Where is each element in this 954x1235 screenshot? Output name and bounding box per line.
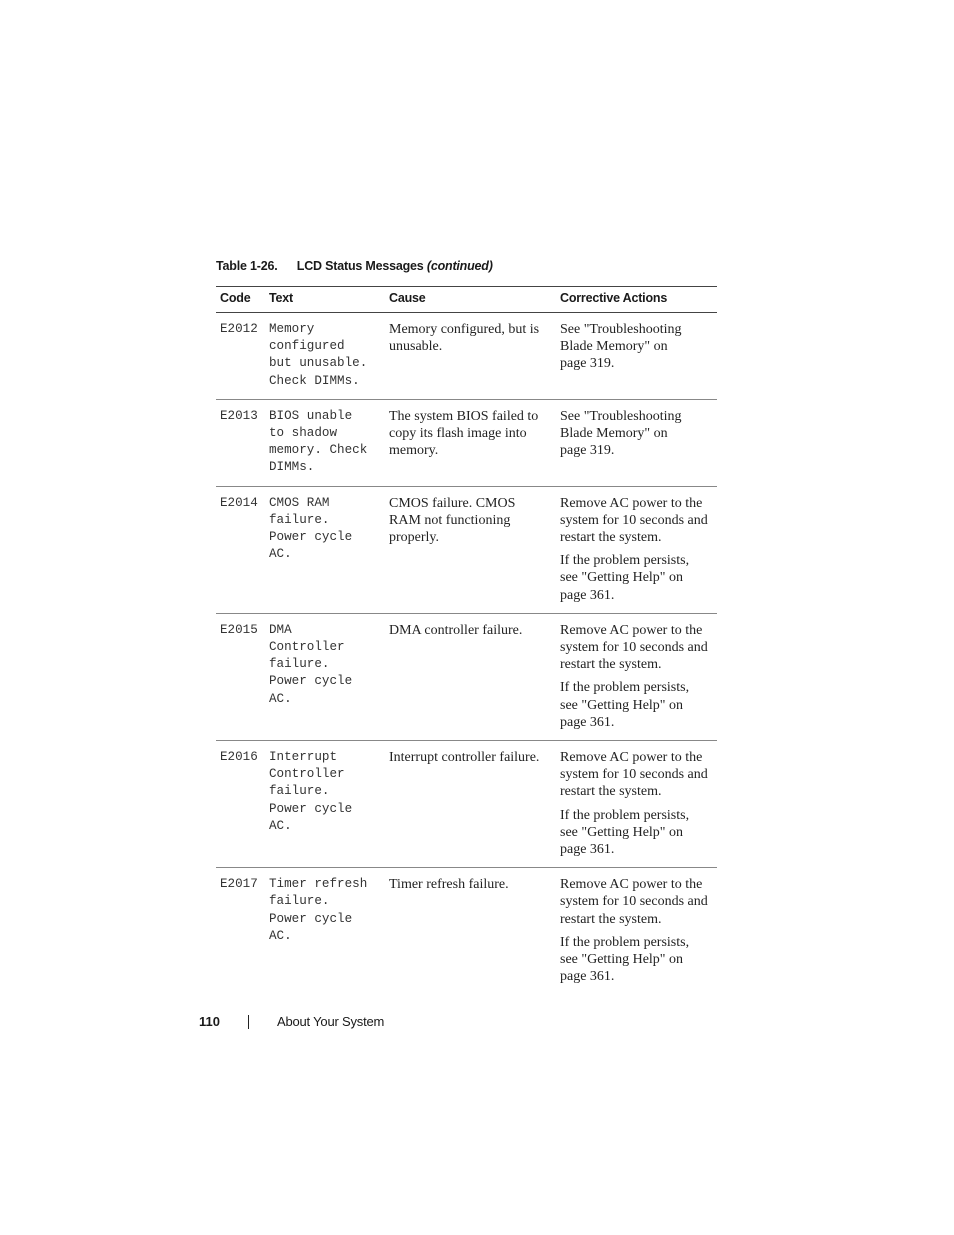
- cell-code: E2015: [220, 622, 258, 637]
- action-line: see "Getting Help" on: [560, 824, 684, 840]
- action-line: See "Troubleshooting: [560, 322, 682, 337]
- text-line: DIMMs.: [269, 460, 315, 475]
- action-line: system for 10 seconds and: [560, 894, 708, 910]
- text-line: Power cycle: [269, 911, 353, 926]
- action-paragraph: [560, 321, 713, 373]
- text-line: AC.: [269, 928, 292, 943]
- action-paragraph: [560, 408, 713, 460]
- cell-cause: [389, 868, 557, 994]
- page-number: 110: [199, 1014, 220, 1029]
- action-line: Remove AC power to the: [560, 750, 703, 766]
- action-line: page 319.: [560, 443, 615, 459]
- header-cause: Cause: [389, 291, 426, 305]
- text-line: but unusable.: [269, 356, 368, 371]
- action-line: see "Getting Help" on: [560, 697, 684, 713]
- text-line: Timer refresh: [269, 877, 368, 892]
- header-corrective-actions: Corrective Actions: [560, 291, 668, 305]
- action-paragraph: [560, 749, 713, 801]
- action-line: see "Getting Help" on: [560, 952, 684, 968]
- cell-cause: [389, 313, 557, 399]
- cell-code: E2013: [220, 408, 258, 423]
- action-line: If the problem persists,: [560, 934, 690, 950]
- action-line: If the problem persists,: [560, 680, 690, 696]
- text-line: failure.: [269, 784, 330, 799]
- footer-separator: [248, 1015, 249, 1029]
- table-row: [216, 741, 717, 868]
- action-line: system for 10 seconds and: [560, 512, 708, 528]
- action-line: Blade Memory" on: [560, 339, 668, 355]
- cause-line: Memory configured, but is: [389, 322, 540, 337]
- cause-line: The system BIOS failed to: [389, 408, 539, 424]
- text-line: failure.: [269, 894, 330, 909]
- cell-code: E2016: [220, 750, 258, 765]
- table-caption: [216, 259, 493, 273]
- action-paragraph: [560, 495, 713, 547]
- table-title: LCD Status Messages: [296, 259, 424, 273]
- cell-corrective-actions: [557, 400, 717, 486]
- table-row: [216, 614, 717, 741]
- cause-line: CMOS failure. CMOS: [389, 495, 516, 511]
- action-line: system for 10 seconds and: [560, 767, 708, 783]
- table-continued-label: (continued): [426, 259, 493, 273]
- action-paragraph: [560, 876, 713, 928]
- cell-text: [269, 868, 389, 994]
- table-header-row: [216, 287, 717, 313]
- text-line: failure.: [269, 657, 330, 672]
- action-line: Remove AC power to the: [560, 877, 703, 893]
- cell-text: [269, 614, 389, 740]
- header-code: Code: [220, 291, 251, 305]
- cell-cause: [389, 400, 557, 486]
- action-line: page 361.: [560, 714, 615, 730]
- text-line: memory. Check: [269, 443, 368, 458]
- action-line: system for 10 seconds and: [560, 640, 708, 656]
- action-line: Remove AC power to the: [560, 622, 703, 638]
- cell-cause: [389, 614, 557, 740]
- action-line: Blade Memory" on: [560, 426, 668, 442]
- table-body: [216, 313, 717, 995]
- cause-line: memory.: [389, 443, 439, 459]
- action-line: see "Getting Help" on: [560, 570, 684, 586]
- text-line: Interrupt: [269, 750, 338, 765]
- table-row: [216, 868, 717, 994]
- cause-line: Interrupt controller failure.: [389, 750, 540, 766]
- text-line: Check DIMMs.: [269, 373, 360, 388]
- action-line: page 319.: [560, 356, 615, 372]
- cell-text: [269, 313, 389, 399]
- action-line: restart the system.: [560, 657, 662, 673]
- table-row: [216, 487, 717, 614]
- action-line: page 361.: [560, 969, 615, 985]
- footer-section-title: About Your System: [277, 1014, 385, 1029]
- cause-line: DMA controller failure.: [389, 622, 523, 638]
- text-line: Power cycle: [269, 801, 353, 816]
- text-line: DMA: [269, 622, 292, 637]
- text-line: to shadow: [269, 426, 338, 441]
- cell-corrective-actions: [557, 868, 717, 994]
- cause-line: Timer refresh failure.: [389, 877, 509, 893]
- text-line: Controller: [269, 640, 345, 655]
- cell-cause: [389, 741, 557, 867]
- cell-corrective-actions: [557, 741, 717, 867]
- action-line: restart the system.: [560, 911, 662, 927]
- action-line: Remove AC power to the: [560, 495, 703, 511]
- text-line: AC.: [269, 691, 292, 706]
- action-line: page 361.: [560, 587, 615, 603]
- text-line: Controller: [269, 767, 345, 782]
- action-line: page 361.: [560, 842, 615, 858]
- text-line: Power cycle: [269, 530, 353, 545]
- cell-code: E2014: [220, 495, 258, 510]
- action-line: See "Troubleshooting: [560, 408, 682, 424]
- action-line: restart the system.: [560, 784, 662, 800]
- text-line: failure.: [269, 512, 330, 527]
- cell-cause: [389, 487, 557, 613]
- cell-text: [269, 741, 389, 867]
- action-line: restart the system.: [560, 530, 662, 546]
- action-paragraph: [560, 552, 713, 604]
- cell-text: [269, 400, 389, 486]
- table-number: Table 1-26.: [216, 259, 278, 273]
- text-line: AC.: [269, 547, 292, 562]
- text-line: configured: [269, 339, 345, 354]
- cause-line: RAM not functioning: [389, 512, 511, 528]
- cell-code: E2017: [220, 877, 258, 892]
- table-row: [216, 400, 717, 487]
- text-line: Memory: [269, 322, 315, 336]
- cell-corrective-actions: [557, 487, 717, 613]
- action-line: If the problem persists,: [560, 553, 690, 569]
- action-paragraph: [560, 934, 713, 986]
- text-line: BIOS unable: [269, 408, 353, 423]
- text-line: Power cycle: [269, 674, 353, 689]
- cell-corrective-actions: [557, 614, 717, 740]
- cell-corrective-actions: [557, 313, 717, 399]
- cell-text: [269, 487, 389, 613]
- action-line: If the problem persists,: [560, 807, 690, 823]
- page-footer: [199, 1014, 384, 1029]
- cause-line: properly.: [389, 530, 440, 546]
- cell-code: E2012: [220, 322, 258, 336]
- text-line: CMOS RAM: [269, 495, 330, 510]
- cause-line: copy its flash image into: [389, 426, 527, 442]
- text-line: AC.: [269, 818, 292, 833]
- action-paragraph: [560, 622, 713, 674]
- cause-line: unusable.: [389, 339, 443, 355]
- table-row: [216, 313, 717, 400]
- action-paragraph: [560, 807, 713, 859]
- action-paragraph: [560, 679, 713, 731]
- header-text: Text: [269, 291, 293, 305]
- lcd-status-messages-table: [216, 286, 717, 995]
